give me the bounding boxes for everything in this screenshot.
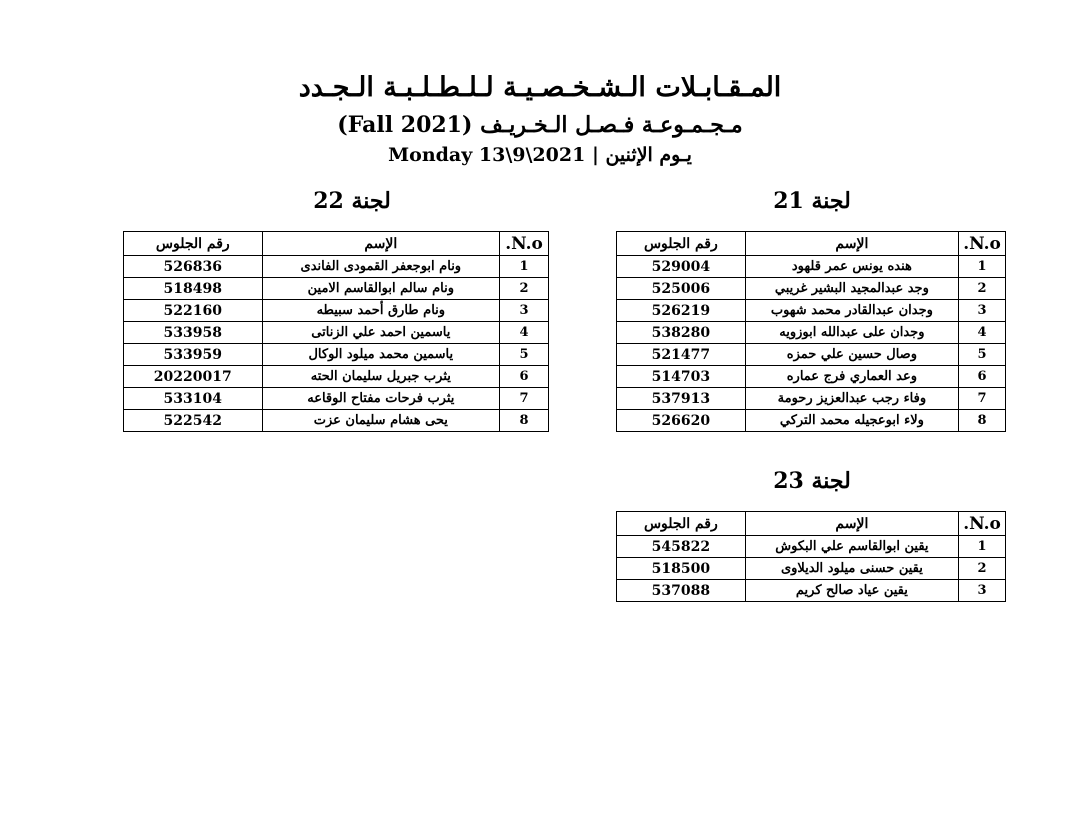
table-row xyxy=(617,344,1006,366)
column-header-number: N.o. xyxy=(500,232,549,256)
column-header-name: الإسم xyxy=(262,232,500,256)
committee-21-rows xyxy=(617,256,1006,432)
seat-number: 526620 xyxy=(617,410,746,432)
row-number: 2 xyxy=(959,278,1006,300)
student-name: يقين ابوالقاسم علي البكوش xyxy=(745,536,958,558)
committee-23-table xyxy=(616,511,1006,602)
table-row xyxy=(617,278,1006,300)
row-number: 3 xyxy=(959,580,1006,602)
seat-number: 522542 xyxy=(124,410,263,432)
student-name: هنده يونس عمر قلهود xyxy=(745,256,958,278)
table-row xyxy=(617,322,1006,344)
document-title: المـقـابـلات الـشـخـصـيـة لـلـطـلـبـة الـجـدد xyxy=(298,72,782,103)
seat-number: 545822 xyxy=(617,536,746,558)
column-header-seat-number: رقم الجلوس xyxy=(617,512,746,536)
document-subtitle: مـجـمـوعـة فـصـل الـخـريـف (Fall 2021) xyxy=(337,112,743,138)
student-name: وعد العماري فرج عماره xyxy=(745,366,958,388)
seat-number: 518500 xyxy=(617,558,746,580)
row-number: 5 xyxy=(500,344,549,366)
row-number: 4 xyxy=(500,322,549,344)
row-number: 1 xyxy=(500,256,549,278)
table-row xyxy=(617,558,1006,580)
row-number: 5 xyxy=(959,344,1006,366)
seat-number: 533958 xyxy=(124,322,263,344)
student-name: يثرب فرحات مفتاح الوقاعه xyxy=(262,388,500,410)
table-row xyxy=(124,300,549,322)
seat-number: 522160 xyxy=(124,300,263,322)
row-number: 6 xyxy=(500,366,549,388)
column-header-number: N.o. xyxy=(959,512,1006,536)
student-name: يقين حسنى ميلود الديلاوى xyxy=(745,558,958,580)
table-row xyxy=(617,256,1006,278)
row-number: 2 xyxy=(500,278,549,300)
student-name: وفاء رجب عبدالعزيز رحومة xyxy=(745,388,958,410)
row-number: 3 xyxy=(500,300,549,322)
column-header-seat-number: رقم الجلوس xyxy=(124,232,263,256)
committee-23-title: لجنة 23 xyxy=(773,468,851,494)
row-number: 7 xyxy=(500,388,549,410)
table-row xyxy=(124,410,549,432)
table-row xyxy=(617,536,1006,558)
table-row xyxy=(124,322,549,344)
table-row xyxy=(617,580,1006,602)
table-row xyxy=(124,256,549,278)
seat-number: 533959 xyxy=(124,344,263,366)
row-number: 1 xyxy=(959,536,1006,558)
column-header-seat-number: رقم الجلوس xyxy=(617,232,746,256)
seat-number: 514703 xyxy=(617,366,746,388)
seat-number: 529004 xyxy=(617,256,746,278)
seat-number: 521477 xyxy=(617,344,746,366)
student-name: يقين عياد صالح كريم xyxy=(745,580,958,602)
student-name: ونام سالم ابوالقاسم الامين xyxy=(262,278,500,300)
row-number: 6 xyxy=(959,366,1006,388)
committee-22-title: لجنة 22 xyxy=(313,188,391,214)
student-name: ولاء ابوعجيله محمد التركي xyxy=(745,410,958,432)
seat-number: 538280 xyxy=(617,322,746,344)
seat-number: 526836 xyxy=(124,256,263,278)
student-name: يثرب جبريل سليمان الحته xyxy=(262,366,500,388)
table-row xyxy=(124,388,549,410)
student-name: يحى هشام سليمان عزت xyxy=(262,410,500,432)
column-header-name: الإسم xyxy=(745,232,958,256)
table-row xyxy=(617,366,1006,388)
row-number: 8 xyxy=(500,410,549,432)
student-name: وجدان عبدالقادر محمد شهوب xyxy=(745,300,958,322)
table-header-row xyxy=(124,232,549,256)
table-row xyxy=(617,410,1006,432)
committee-23-rows xyxy=(617,536,1006,602)
column-header-name: الإسم xyxy=(745,512,958,536)
student-name: ياسمين محمد ميلود الوكال xyxy=(262,344,500,366)
student-name: ياسمين احمد علي الزناتى xyxy=(262,322,500,344)
student-name: وجد عبدالمجيد البشير غريبي xyxy=(745,278,958,300)
seat-number: 525006 xyxy=(617,278,746,300)
seat-number: 537088 xyxy=(617,580,746,602)
committee-22-rows xyxy=(124,256,549,432)
document-date: يـوم الإثنين | Monday 13\9\2021 xyxy=(388,144,692,166)
seat-number: 526219 xyxy=(617,300,746,322)
seat-number: 518498 xyxy=(124,278,263,300)
table-row xyxy=(617,300,1006,322)
student-name: ونام ابوجعفر القمودى الفاندى xyxy=(262,256,500,278)
row-number: 7 xyxy=(959,388,1006,410)
row-number: 3 xyxy=(959,300,1006,322)
committee-21-title: لجنة 21 xyxy=(773,188,851,214)
table-row xyxy=(124,366,549,388)
column-header-number: N.o. xyxy=(959,232,1006,256)
student-name: وصال حسين علي حمزه xyxy=(745,344,958,366)
table-row xyxy=(124,278,549,300)
table-header-row xyxy=(617,232,1006,256)
committee-22-table xyxy=(123,231,549,432)
row-number: 1 xyxy=(959,256,1006,278)
seat-number: 533104 xyxy=(124,388,263,410)
seat-number: 537913 xyxy=(617,388,746,410)
table-row xyxy=(617,388,1006,410)
table-row xyxy=(124,344,549,366)
row-number: 2 xyxy=(959,558,1006,580)
table-header-row xyxy=(617,512,1006,536)
committee-21-table xyxy=(616,231,1006,432)
row-number: 4 xyxy=(959,322,1006,344)
row-number: 8 xyxy=(959,410,1006,432)
seat-number: 20220017 xyxy=(124,366,263,388)
student-name: ونام طارق أحمد سبيطه xyxy=(262,300,500,322)
student-name: وجدان على عبدالله ابوزويه xyxy=(745,322,958,344)
